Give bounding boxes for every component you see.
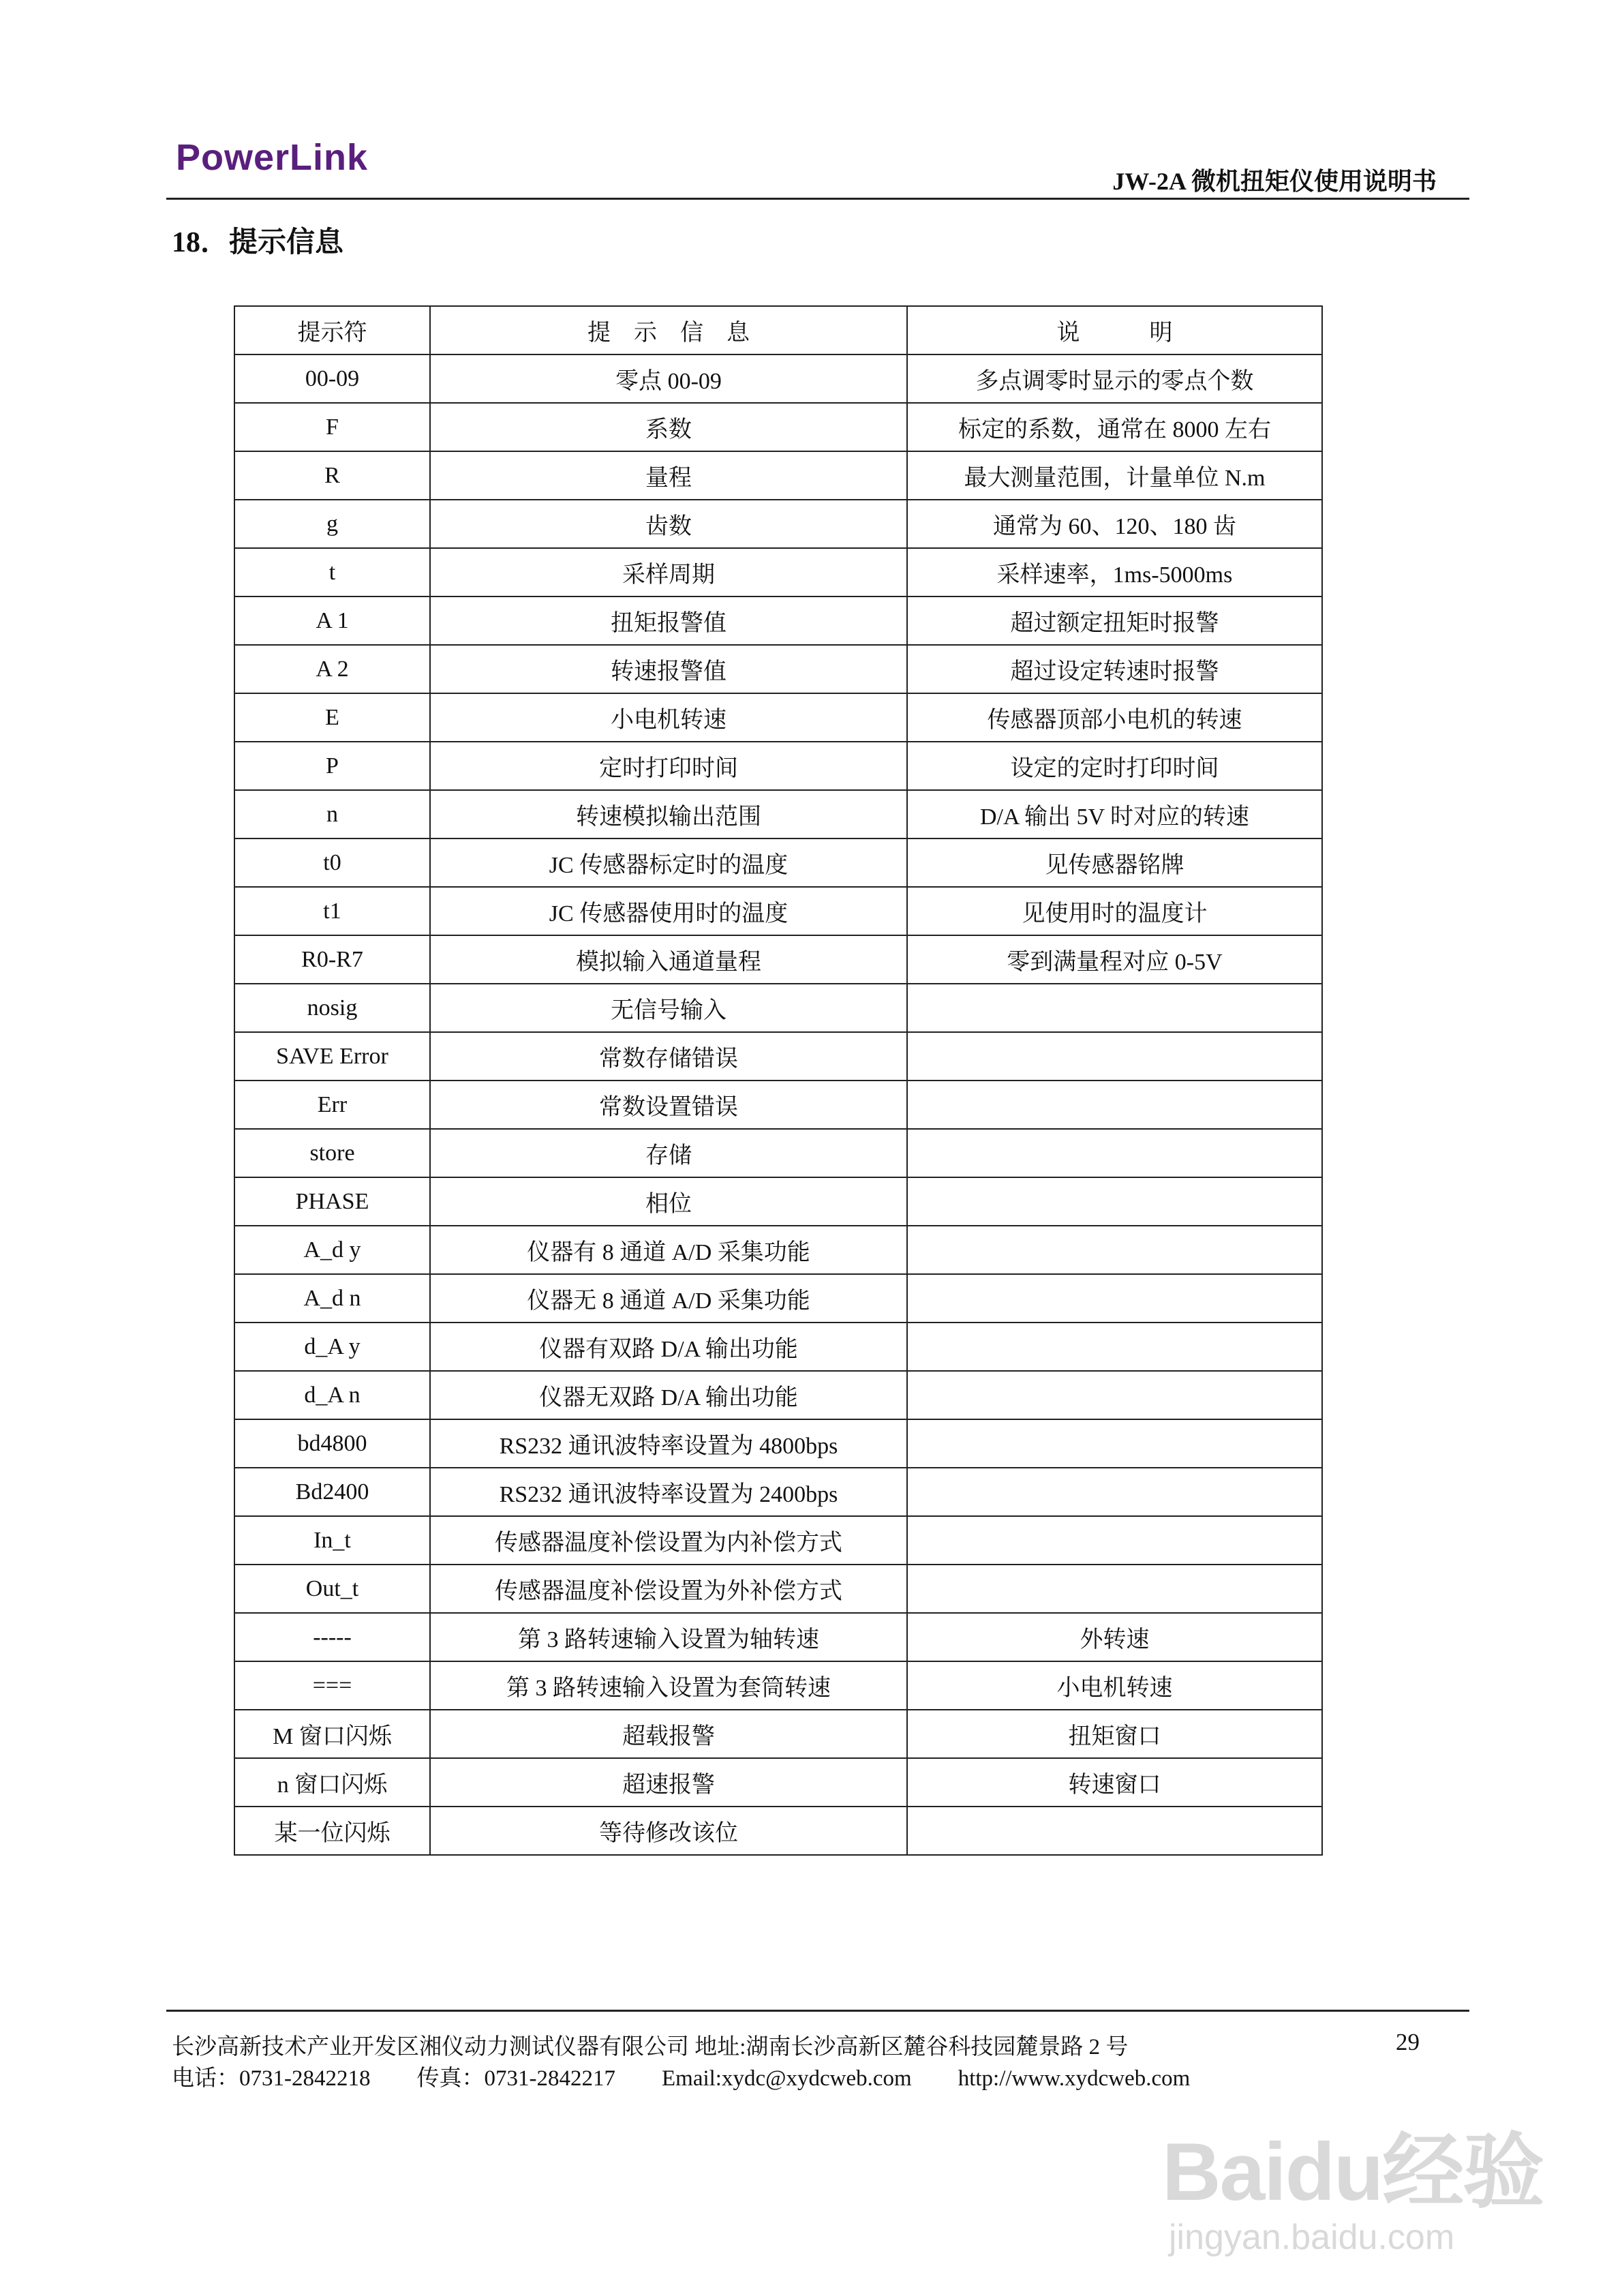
cell-message: 等待修改该位 (430, 1807, 907, 1855)
cell-message: 模拟输入通道量程 (430, 935, 907, 984)
cell-description: 最大测量范围，计量单位 N.m (907, 451, 1322, 500)
cell-symbol: In_t (234, 1516, 430, 1565)
cell-message: RS232 通讯波特率设置为 4800bps (430, 1419, 907, 1468)
column-header-message: 提 示 信 息 (430, 306, 907, 354)
table-row (234, 1807, 1322, 1855)
table-row (234, 742, 1322, 790)
cell-description: 见传感器铭牌 (907, 839, 1322, 887)
cell-message: 仪器无 8 通道 A/D 采集功能 (430, 1274, 907, 1323)
column-header-symbol: 提示符 (234, 306, 430, 354)
cell-message: 传感器温度补偿设置为内补偿方式 (430, 1516, 907, 1565)
cell-description: 外转速 (907, 1613, 1322, 1661)
cell-symbol: bd4800 (234, 1419, 430, 1468)
cell-message: 常数设置错误 (430, 1081, 907, 1129)
cell-symbol: t0 (234, 839, 430, 887)
cell-message: JC 传感器标定时的温度 (430, 839, 907, 887)
cell-description: 超过设定转速时报警 (907, 645, 1322, 693)
cell-description: 设定的定时打印时间 (907, 742, 1322, 790)
powerlink-logo: PowerLink (176, 137, 369, 178)
cell-description: 见使用时的温度计 (907, 887, 1322, 935)
cell-message: 系数 (430, 403, 907, 451)
table-row (234, 1274, 1322, 1323)
table-row (234, 1516, 1322, 1565)
cell-message: 无信号输入 (430, 984, 907, 1032)
cell-description (907, 1323, 1322, 1371)
cell-description: 标定的系数，通常在 8000 左右 (907, 403, 1322, 451)
cell-symbol: ----- (234, 1613, 430, 1661)
table-row (234, 1177, 1322, 1226)
table-row (234, 1129, 1322, 1177)
cell-symbol: store (234, 1129, 430, 1177)
cell-message: 相位 (430, 1177, 907, 1226)
cell-description: 多点调零时显示的零点个数 (907, 354, 1322, 403)
table-row (234, 500, 1322, 548)
cell-message: 齿数 (430, 500, 907, 548)
cell-message: 存储 (430, 1129, 907, 1177)
table-row (234, 1710, 1322, 1758)
baidu-jingyan-watermark (1162, 2106, 1543, 2258)
cell-symbol: 00-09 (234, 354, 430, 403)
table-body (234, 354, 1322, 1855)
table-row (234, 1032, 1322, 1081)
cell-symbol: === (234, 1661, 430, 1710)
cell-description: 采样速率，1ms-5000ms (907, 548, 1322, 596)
cell-symbol: Err (234, 1081, 430, 1129)
cell-message: 定时打印时间 (430, 742, 907, 790)
cell-symbol: Out_t (234, 1565, 430, 1613)
cell-description (907, 1468, 1322, 1516)
table-row (234, 1613, 1322, 1661)
table-row (234, 790, 1322, 839)
cell-symbol: d_A y (234, 1323, 430, 1371)
cell-symbol: d_A n (234, 1371, 430, 1419)
cell-message: 零点 00-09 (430, 354, 907, 403)
cell-description: 通常为 60、120、180 齿 (907, 500, 1322, 548)
footer-company-address: 长沙高新技术产业开发区湘仪动力测试仪器有限公司 地址:湖南长沙高新区麓谷科技园麓景路 2 号 (172, 2035, 1129, 2059)
cell-message: 仪器无双路 D/A 输出功能 (430, 1371, 907, 1419)
table-row (234, 354, 1322, 403)
cell-message: 第 3 路转速输入设置为套筒转速 (430, 1661, 907, 1710)
column-header-description: 说 明 (907, 306, 1322, 354)
cell-symbol: R0-R7 (234, 935, 430, 984)
cell-description: 超过额定扭矩时报警 (907, 596, 1322, 645)
cell-description (907, 1371, 1322, 1419)
cell-symbol: M 窗口闪烁 (234, 1710, 430, 1758)
cell-description (907, 984, 1322, 1032)
cell-symbol: 某一位闪烁 (234, 1807, 430, 1855)
cell-description (907, 1516, 1322, 1565)
table-row (234, 693, 1322, 742)
footer-divider (166, 2010, 1469, 2012)
cell-message: JC 传感器使用时的温度 (430, 887, 907, 935)
cell-symbol: t1 (234, 887, 430, 935)
cell-description: 传感器顶部小电机的转速 (907, 693, 1322, 742)
cell-symbol: g (234, 500, 430, 548)
cell-message: 转速报警值 (430, 645, 907, 693)
table-row (234, 1758, 1322, 1807)
watermark-logo: Baidu经验 (1162, 2126, 1544, 2218)
table-row (234, 887, 1322, 935)
cell-symbol: A_d y (234, 1226, 430, 1274)
table-row (234, 1661, 1322, 1710)
footer-fax: 传真：0731-2842217 (416, 2066, 615, 2091)
cell-symbol: Bd2400 (234, 1468, 430, 1516)
cell-message: 仪器有双路 D/A 输出功能 (430, 1323, 907, 1371)
cell-description (907, 1129, 1322, 1177)
footer-email: Email:xydc@xydcweb.com (662, 2066, 912, 2091)
cell-message: 小电机转速 (430, 693, 907, 742)
watermark-url: jingyan.baidu.com (1169, 2218, 1455, 2257)
cell-description (907, 1419, 1322, 1468)
cell-message: 扭矩报警值 (430, 596, 907, 645)
cell-description (907, 1081, 1322, 1129)
table-row (234, 1371, 1322, 1419)
document-title: JW-2A 微机扭矩仪使用说明书 (1112, 168, 1437, 195)
table-row (234, 984, 1322, 1032)
cell-symbol: n 窗口闪烁 (234, 1758, 430, 1807)
cell-symbol: nosig (234, 984, 430, 1032)
cell-message: RS232 通讯波特率设置为 2400bps (430, 1468, 907, 1516)
cell-description (907, 1032, 1322, 1081)
cell-description (907, 1226, 1322, 1274)
table-row (234, 1468, 1322, 1516)
cell-message: 常数存储错误 (430, 1032, 907, 1081)
table-row (234, 1419, 1322, 1468)
table-row (234, 1565, 1322, 1613)
cell-description: 零到满量程对应 0-5V (907, 935, 1322, 984)
cell-symbol: n (234, 790, 430, 839)
table-row (234, 935, 1322, 984)
cell-description (907, 1565, 1322, 1613)
cell-symbol: E (234, 693, 430, 742)
cell-description: 转速窗口 (907, 1758, 1322, 1807)
cell-message: 超速报警 (430, 1758, 907, 1807)
cell-symbol: t (234, 548, 430, 596)
cell-symbol: R (234, 451, 430, 500)
cell-symbol: F (234, 403, 430, 451)
cell-symbol: P (234, 742, 430, 790)
table-header-row (234, 306, 1322, 354)
cell-message: 转速模拟输出范围 (430, 790, 907, 839)
page-number: 29 (1396, 2029, 1420, 2055)
cell-symbol: SAVE Error (234, 1032, 430, 1081)
header-divider (166, 198, 1469, 200)
hint-info-table (234, 305, 1323, 1856)
table-row (234, 1323, 1322, 1371)
cell-message: 仪器有 8 通道 A/D 采集功能 (430, 1226, 907, 1274)
table-row (234, 596, 1322, 645)
cell-description: 小电机转速 (907, 1661, 1322, 1710)
cell-description (907, 1177, 1322, 1226)
cell-message: 传感器温度补偿设置为外补偿方式 (430, 1565, 907, 1613)
cell-message: 第 3 路转速输入设置为轴转速 (430, 1613, 907, 1661)
table-row (234, 451, 1322, 500)
table-row (234, 548, 1322, 596)
cell-symbol: A 1 (234, 596, 430, 645)
table-row (234, 645, 1322, 693)
table-row (234, 1226, 1322, 1274)
footer-phone: 电话：0731-2842218 (172, 2066, 371, 2091)
cell-symbol: A 2 (234, 645, 430, 693)
footer-website: http://www.xydcweb.com (958, 2066, 1191, 2091)
section-title: 18．提示信息 (172, 227, 344, 258)
cell-description: D/A 输出 5V 时对应的转速 (907, 790, 1322, 839)
cell-symbol: A_d n (234, 1274, 430, 1323)
cell-description: 扭矩窗口 (907, 1710, 1322, 1758)
table-row (234, 403, 1322, 451)
cell-description (907, 1807, 1322, 1855)
cell-message: 采样周期 (430, 548, 907, 596)
cell-symbol: PHASE (234, 1177, 430, 1226)
cell-description (907, 1274, 1322, 1323)
cell-message: 超载报警 (430, 1710, 907, 1758)
cell-message: 量程 (430, 451, 907, 500)
table-row (234, 1081, 1322, 1129)
footer-contact (172, 2060, 1236, 2092)
table-row (234, 839, 1322, 887)
